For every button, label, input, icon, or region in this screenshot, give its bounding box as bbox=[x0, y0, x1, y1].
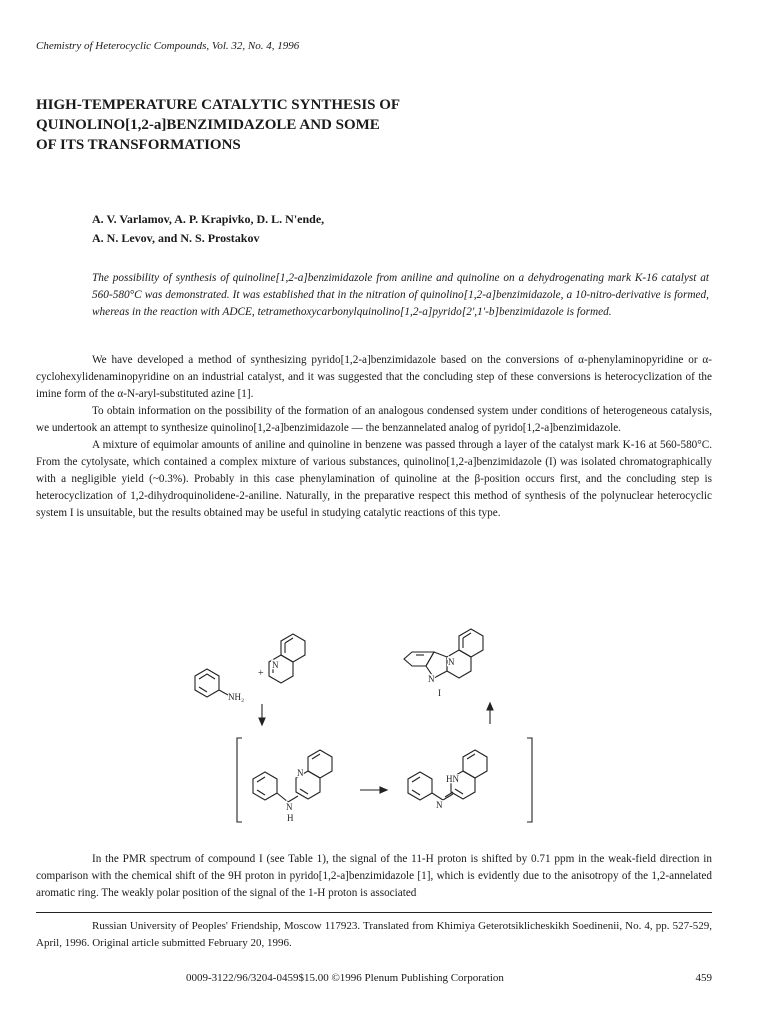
article-title bbox=[36, 95, 556, 155]
right-bracket bbox=[527, 738, 532, 822]
aniline-structure bbox=[195, 669, 228, 697]
paragraph: A mixture of equimolar amounts of aniline and quinoline in benzene was passed through a layer of the catalyst mark K-16 at 560-580°C. From the cytolysate, which contained a complex mixture of various substances, quinolino[1,2-a]benzimidazole (I) was isolated chromatographically with a negligible yield (~0.3%). Probably in this case phenylamination of quinoline at the β-position occurs first, and the concluding step is heterocyclization of 1,2-dihydroquinolidene-2-aniline. Naturally, in the preparative respect this method of synthesis of the polynuclear heterocyclic system I is unsuitable, but the results obtained may be useful in studying catalytic reactions of this type. bbox=[36, 439, 712, 519]
quinoline-n-label: N bbox=[272, 660, 279, 670]
body-text bbox=[36, 352, 712, 522]
nh2-label: NH₂ bbox=[228, 692, 245, 702]
reaction-scheme-drawing bbox=[170, 612, 550, 834]
intermediate-2-hn-label: HN bbox=[446, 774, 459, 784]
compound-i-structure bbox=[404, 629, 483, 678]
reaction-scheme bbox=[170, 612, 550, 834]
paragraph: In the PMR spectrum of compound I (see Table 1), the signal of the 11-H proton is shifted by 0.71 ppm in the weak-field direction in comparison with the chemical shift of the 9H proton in pyrido[1,2-a]benzimidazole [1], which is evidently due to the anisotropy of the 1,2-annelated aromatic ring. The weakly polar position of the signal of the 1-H proton is associated bbox=[36, 853, 712, 899]
right-arrow bbox=[360, 787, 387, 793]
intermediate-2-n-label: N bbox=[436, 800, 443, 810]
plus-sign: + bbox=[258, 668, 264, 679]
footnote-text: Russian University of Peoples' Friendship, Moscow 117923. Translated from Khimiya Geterotsiklicheskikh Soedinenii, No. 4, pp. 527-529, April, 1996. Original article submitted February 20, 1996. bbox=[36, 920, 712, 949]
intermediate-1-structure bbox=[253, 750, 332, 802]
intermediate-1-ring-n-label: N bbox=[297, 768, 304, 778]
body-text-continued bbox=[36, 851, 712, 902]
author-line: A. N. Levov, and N. S. Prostakov bbox=[92, 231, 260, 245]
page-number: 459 bbox=[695, 972, 712, 984]
title-line: HIGH-TEMPERATURE CATALYTIC SYNTHESIS OF bbox=[36, 97, 401, 113]
title-line: OF ITS TRANSFORMATIONS bbox=[36, 137, 241, 153]
compound-i-n1-label: N bbox=[448, 657, 455, 667]
abstract: The possibility of synthesis of quinoline[1,2-a]benzimidazole from aniline and quinoline on a dehydrogenating mark K-16 catalyst at 560-580°C was demonstrated. It was established that in the nitration of quinolino[1,2-a]benzimidazole, a 10-nitro-derivative is formed, whereas in the reaction with ADCE, tetramethoxycarbonylquinolino[1,2-a]pyrido[2',1'-b]benzimidazole is formed. bbox=[92, 272, 709, 318]
author-line: A. V. Varlamov, A. P. Krapivko, D. L. N'ende, bbox=[92, 212, 325, 226]
compound-i-n2-label: N bbox=[428, 674, 435, 684]
compound-i-label: I bbox=[438, 688, 441, 698]
down-arrow bbox=[259, 704, 265, 725]
copyright-code: 0009-3122/96/3204-0459$15.00 ©1996 Plenum Publishing Corporation bbox=[186, 972, 504, 984]
intermediate-1-h-label: H bbox=[287, 813, 294, 823]
footnote bbox=[36, 918, 712, 952]
paragraph: To obtain information on the possibility of the formation of an analogous condensed system under conditions of heterogeneous catalysis, we undertook an attempt to synthesize quinolino[1,2-a]benzimidazole — the benzannelated analog of pyrido[1,2-a]benzimidazole. bbox=[36, 405, 712, 434]
quinoline-structure bbox=[269, 634, 305, 683]
paragraph: We have developed a method of synthesizing pyrido[1,2-a]benzimidazole based on the conversions of α-phenylaminopyridine or α-cyclohexylidenaminopyridine on an industrial catalyst, and it was suggested that the concluding step of these conversions is heterocyclization of the imine form of the α-N-aryl-substituted azine [1]. bbox=[36, 354, 712, 400]
author-list bbox=[92, 210, 324, 248]
footnote-rule bbox=[36, 912, 712, 913]
intermediate-1-nh-n-label: N bbox=[286, 802, 293, 812]
title-line: QUINOLINO[1,2-a]BENZIMIDAZOLE AND SOME bbox=[36, 117, 380, 133]
up-arrow bbox=[487, 703, 493, 724]
journal-header: Chemistry of Heterocyclic Compounds, Vol. 32, No. 4, 1996 bbox=[36, 40, 300, 52]
left-bracket bbox=[237, 738, 242, 822]
